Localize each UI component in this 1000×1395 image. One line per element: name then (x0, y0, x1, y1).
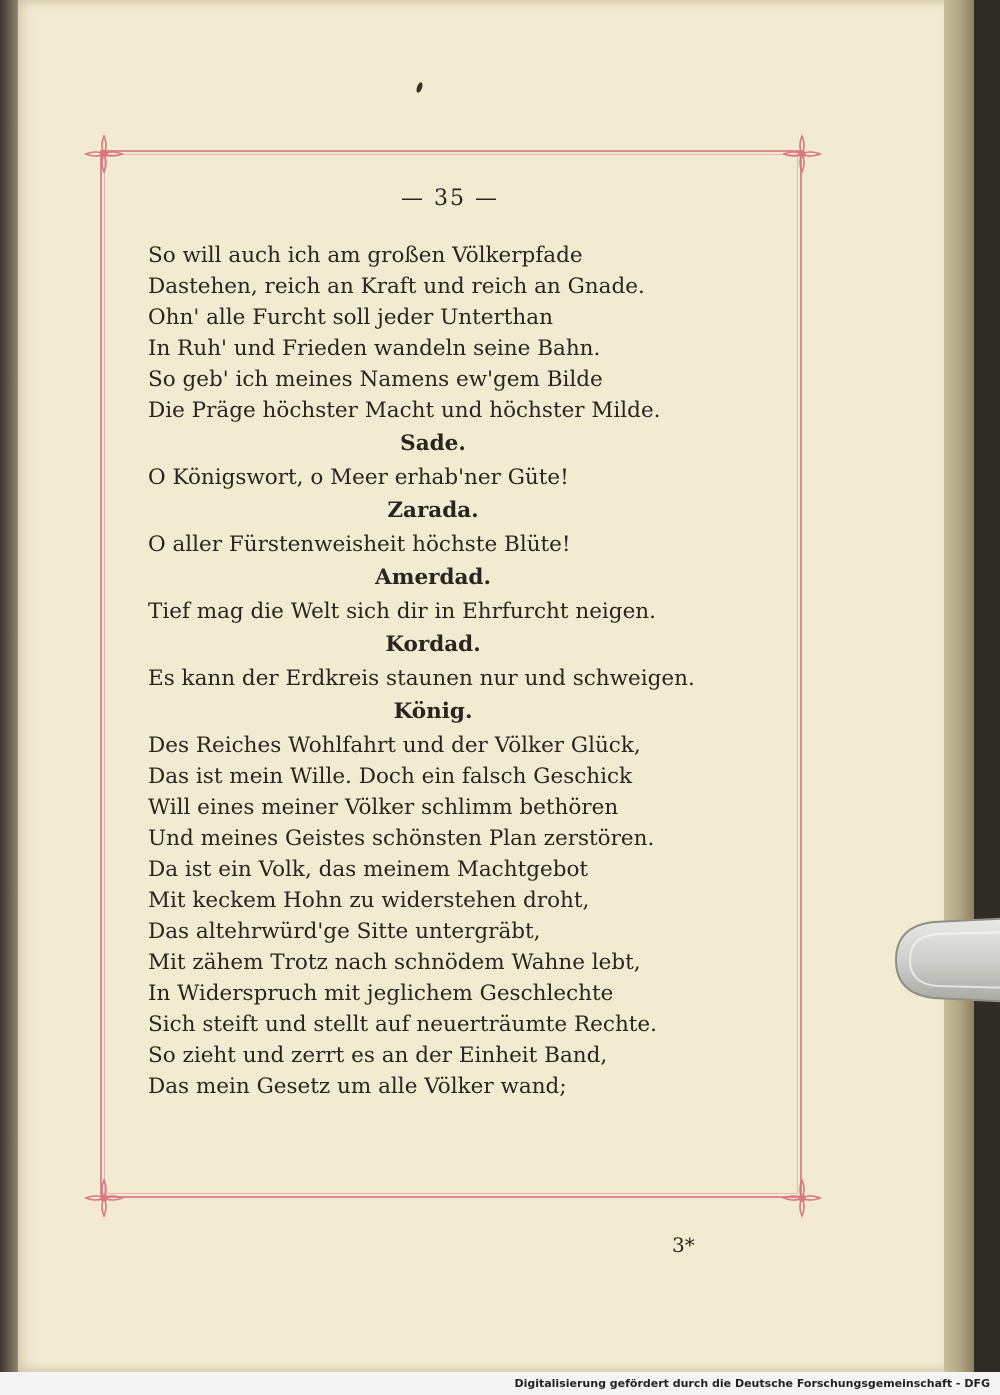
corner-ornament-icon (780, 1176, 824, 1220)
verse-line: Das ist mein Wille. Doch ein falsch Geschick (148, 764, 633, 789)
verse-line: O aller Fürstenweisheit höchste Blüte! (148, 532, 571, 557)
speaker-name: Zarada. (387, 498, 479, 523)
verse-line: Da ist ein Volk, das meinem Machtgebot (148, 857, 589, 882)
speaker-name: Amerdad. (375, 565, 491, 590)
verse-text (148, 240, 768, 1102)
sheet-signature: 3* (672, 1233, 695, 1257)
corner-ornament-icon (780, 132, 824, 176)
verse-line: Ohn' alle Furcht soll jeder Unterthan (148, 305, 553, 330)
verse-line: Tief mag die Welt sich dir in Ehrfurcht neigen. (148, 599, 656, 624)
corner-ornament-icon (82, 1176, 126, 1220)
speaker-name: Kordad. (385, 632, 481, 657)
verse-line: So zieht und zerrt es an der Einheit Band, (148, 1043, 608, 1068)
speaker-name: Sade. (400, 431, 466, 456)
page-stack-edge (944, 0, 974, 1372)
verse-line: Dastehen, reich an Kraft und reich an Gnade. (148, 274, 645, 299)
verse-line: Das altehrwürd'ge Sitte untergräbt, (148, 919, 541, 944)
page-clip-icon (886, 912, 1000, 1008)
verse-line: Des Reiches Wohlfahrt und der Völker Glück, (148, 733, 641, 758)
verse-line: In Widerspruch mit jeglichem Geschlechte (148, 981, 614, 1006)
verse-line: O Königswort, o Meer erhab'ner Güte! (148, 465, 569, 490)
verse-line: So geb' ich meines Namens ew'gem Bilde (148, 367, 603, 392)
verse-line: In Ruh' und Frieden wandeln seine Bahn. (148, 336, 601, 361)
speaker-name: König. (393, 699, 473, 724)
verse-line: Es kann der Erdkreis staunen nur und schweigen. (148, 666, 695, 691)
verse-line: Die Präge höchster Macht und höchster Milde. (148, 398, 661, 423)
verse-line: Sich steift und stellt auf neuerträumte Rechte. (148, 1012, 657, 1037)
page-number: — 35 — (401, 186, 499, 211)
corner-ornament-icon (82, 132, 126, 176)
verse-line: Will eines meiner Völker schlimm bethören (148, 795, 619, 820)
verse-line: Und meines Geistes schönsten Plan zerstören. (148, 826, 655, 851)
verse-line: Das mein Gesetz um alle Völker wand; (148, 1074, 567, 1099)
digitization-credit: Digitalisierung gefördert durch die Deutsche Forschungsgemeinschaft - DFG (514, 1377, 990, 1390)
verse-line: Mit zähem Trotz nach schnödem Wahne lebt, (148, 950, 641, 975)
verse-line: So will auch ich am großen Völkerpfade (148, 243, 583, 268)
verse-line: Mit keckem Hohn zu widerstehen droht, (148, 888, 590, 913)
